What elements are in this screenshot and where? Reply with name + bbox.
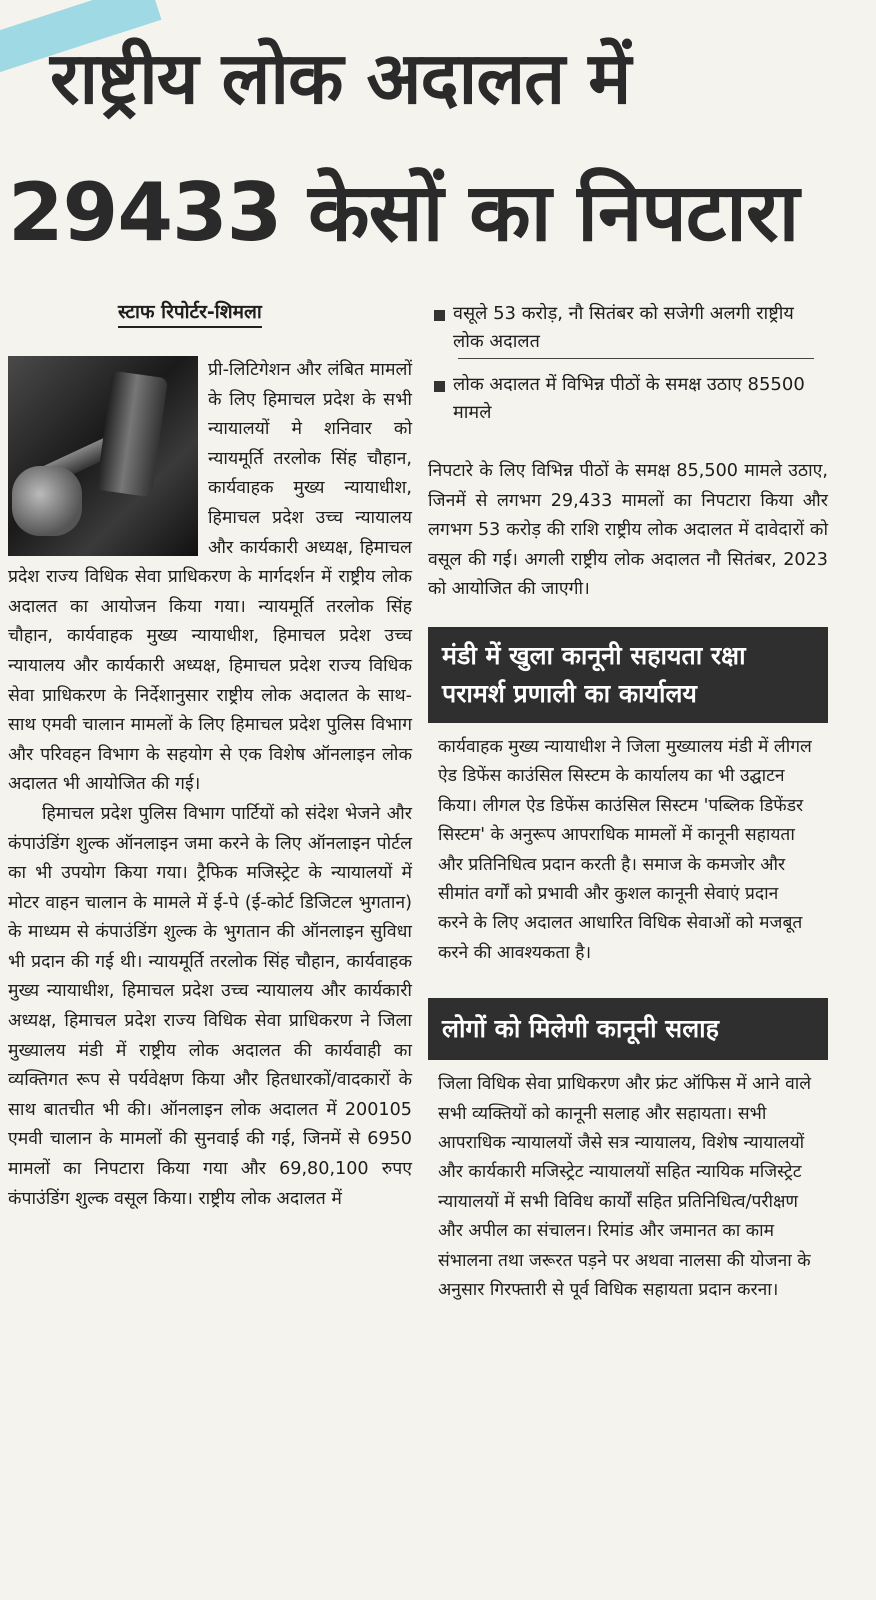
right-column xyxy=(428,300,828,1305)
bullet-text-1: वसूले 53 करोड़, नौ सितंबर को सजेगी अलगी राष्ट्रीय लोक अदालत xyxy=(453,303,794,352)
headline-line-1: राष्ट्रीय लोक अदालत में xyxy=(50,36,631,120)
highlight-bullet-2 xyxy=(428,371,828,427)
article-paragraph-1: प्री-लिटिगेशन और लंबित मामलों के लिए हिमाचल प्रदेश के सभी न्यायालयों मे शनिवार को न्यायमूर्ति तरलोक सिंह चौहान, कार्यवाहक मुख्य न्यायाधीश, हिमाचल प्रदेश उच्च न्यायालय और कार्यकारी अध्यक्ष, हिमाचल प्रदेश राज्य विधिक सेवा प्राधिकरण के मार्गदर्शन में राष्ट्रीय लोक अदालत का आयोजन किया गया। न्यायमूर्ति तरलोक सिंह चौहान, कार्यवाहक मुख्य न्यायाधीश, हिमाचल प्रदेश उच्च न्यायालय और कार्यकारी अध्यक्ष, हिमाचल प्रदेश राज्य विधिक सेवा प्राधिकरण के निर्देशानुसार राष्ट्रीय लोक अदालत के साथ-साथ एमवी चालान मामलों के लिए हिमाचल प्रदेश पुलिस विभाग और परिवहन विभाग के सहयोग से एक विशेष ऑनलाइन लोक अदालत भी आयोजित की गई। xyxy=(8,360,412,795)
highlight-bullet-1 xyxy=(428,300,828,356)
article-paragraph-3: निपटारे के लिए विभिन्न पीठों के समक्ष 85,500 मामले उठाए, जिनमें से लगभग 29,433 मामलों का निपटारा किया और लगभग 53 करोड़ की राशि राष्ट्रीय लोक अदालत में दावेदारों को वसूल की गई। अगली राष्ट्रीय लोक अदालत नौ सितंबर, 2023 को आयोजित की जाएगी। xyxy=(428,461,828,600)
subheading-legal-aid-office: मंडी में खुला कानूनी सहायता रक्षा परामर्श प्रणाली का कार्यालय xyxy=(428,627,828,723)
legal-advice-text: जिला विधिक सेवा प्राधिकरण और फ्रंट ऑफिस में आने वाले सभी व्यक्तियों को कानूनी सलाह और सहायता। सभी आपराधिक न्यायालयों जैसे सत्र न्यायालय, विशेष न्यायालयों और कार्यकारी मजिस्ट्रेट न्यायालयों सहित न्यायिक मजिस्ट्रेट न्यायालयों में सभी विविध कार्यों सहित प्रतिनिधित्व/परीक्षण और अपील का संचालन। रिमांड और जमानत का काम संभालना तथा जरूरत पड़ने पर अथवा नालसा की योजना के अनुसार गिरफ्तारी से पूर्व विधिक सहायता प्रदान करना। xyxy=(438,1074,812,1301)
divider xyxy=(458,358,814,359)
square-bullet-icon xyxy=(434,310,445,321)
gavel-icon xyxy=(8,356,198,556)
square-bullet-icon xyxy=(434,381,445,392)
bullet-text-2: लोक अदालत में विभिन्न पीठों के समक्ष उठाए 85500 मामले xyxy=(453,374,805,423)
legal-aid-office-text: कार्यवाहक मुख्य न्यायाधीश ने जिला मुख्यालय मंडी में लीगल ऐड डिफेंस काउंसिल सिस्टम के कार्यालय का भी उद्घाटन किया। लीगल ऐड डिफेंस काउंसिल सिस्टम 'पब्लिक डिफेंडर सिस्टम' के अनुरूप आपराधिक मामलों में कानूनी सहायता और प्रतिनिधित्व प्रदान करती है। समाज के कमजोर और सीमांत वर्गों को प्रभावी और कुशल कानूनी सेवाएं प्रदान करने के लिए अदालत आधारित विधिक सेवाओं को मजबूत करने की आवश्यकता है। xyxy=(438,736,812,963)
article-paragraph-2: हिमाचल प्रदेश पुलिस विभाग पार्टियों को संदेश भेजने और कंपाउंडिंग शुल्क ऑनलाइन जमा करने के लिए ऑनलाइन पोर्टल का भी उपयोग किया गया। ट्रैफिक मजिस्ट्रेट के न्यायालयों में मोटर वाहन चालान के मामले में ई-पे (ई-कोर्ट डिजिटल भुगतान) के माध्यम से कंपाउंडिंग शुल्क के भुगतान की ऑनलाइन सुविधा भी प्रदान की गई थी। न्यायमूर्ति तरलोक सिंह चौहान, कार्यवाहक मुख्य न्यायाधीश, हिमाचल प्रदेश उच्च न्यायालय और कार्यकारी अध्यक्ष, हिमाचल प्रदेश राज्य विधिक सेवा प्राधिकरण ने जिला मुख्यालय मंडी में राष्ट्रीय लोक अदालत की कार्यवाही का व्यक्तिगत रूप से पर्यवेक्षण किया और हितधारकों/वादकारों के साथ बातचीत भी की। ऑनलाइन लोक अदालत में 200105 एमवी चालान के मामलों की सुनवाई की गई, जिनमें से 6950 मामलों का निपटारा किया गया और 69,80,100 रुपए कंपाउंडिंग शुल्क वसूल किया। राष्ट्रीय लोक अदालत में xyxy=(8,803,412,1209)
byline: स्टाफ रिपोर्टर-शिमला xyxy=(118,298,262,328)
left-column xyxy=(8,356,412,1214)
headline-line-2: 29433 केसों का निपटारा xyxy=(8,166,799,259)
subheading-legal-advice: लोगों को मिलेगी कानूनी सलाह xyxy=(428,998,828,1060)
